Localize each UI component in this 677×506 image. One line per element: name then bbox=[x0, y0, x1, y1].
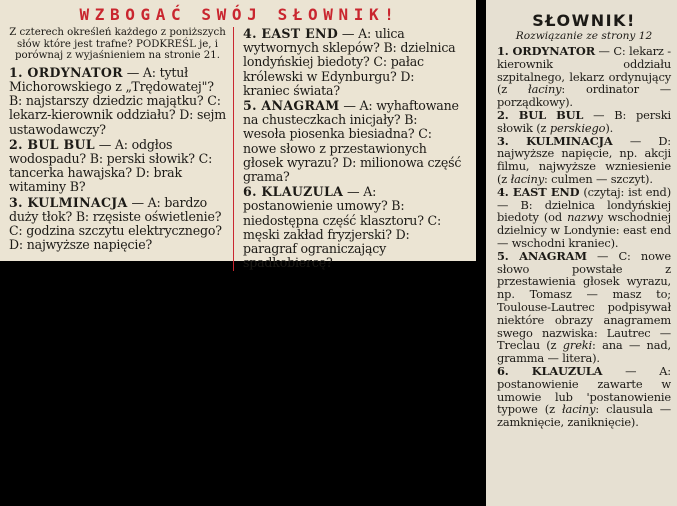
quiz-title: WZBOGAĆ SWÓJ SŁOWNIK! bbox=[79, 5, 400, 24]
question-head: 1. ORDYNATOR bbox=[9, 64, 123, 80]
question-head: 2. BUL BUL bbox=[9, 136, 95, 152]
quiz-right-column bbox=[233, 27, 463, 271]
answer-italic-text: łaciny bbox=[510, 171, 545, 186]
question-head: 5. ANAGRAM bbox=[243, 98, 340, 114]
quiz-columns bbox=[9, 27, 470, 271]
question-head: 6. KLAUZULA bbox=[243, 184, 344, 200]
answer-text: — C: lekarz - kierownik oddziału szpitalnego, lekarz ordynujący (z bbox=[497, 44, 671, 97]
answer-italic-text: perskiego bbox=[549, 120, 606, 135]
answer-item bbox=[497, 250, 671, 365]
answer-head: 3. KULMINACJA bbox=[497, 133, 613, 148]
answer-text: (czytaj: ist end) — B: dzielnica londyńskiej biedoty (od bbox=[497, 184, 671, 225]
answer-item bbox=[497, 365, 671, 429]
answer-text: wschodniej dzielnicy w Londynie: east end — wschodni kraniec). bbox=[497, 210, 672, 250]
question-body: — A: wyhaftowane na chusteczkach inicjały? B: wesoła piosenka biesiadna? C: nowe słowo z przestawionych głosek wyrazu? D: milionowa część grama? bbox=[243, 98, 462, 185]
answer-text: : ana — nad, gramma — litera). bbox=[497, 338, 671, 366]
quiz-intro: Z czterech określeń każdego z poniższych słów które jest trafne? PODKREŚL je, i porównaj z wyjaśnieniem na stronie 21. bbox=[9, 27, 226, 62]
answer-text: : clausula — zamknięcie, zaniknięcie). bbox=[497, 402, 672, 430]
answer-item bbox=[497, 186, 671, 250]
answer-head: 5. ANAGRAM bbox=[497, 248, 587, 263]
quiz-question bbox=[9, 196, 226, 253]
answer-italic-text: nazwy bbox=[567, 210, 603, 225]
quiz-question bbox=[243, 185, 463, 270]
quiz-clipping bbox=[0, 0, 476, 271]
answer-text: — C: nowe słowo powstałe z przestawienia głosek wyrazu, np. Tomasz — masz to; Toulouse-Lautrec podpisywał niektóre obrazy anagramem swego nazwiska: Lautrec — Treclau (z bbox=[497, 248, 671, 353]
question-body: — A: tytuł Michorowskiego z „Trędowatej"? B: najstarszy dziedzic majątku? C: lekarz-kierownik oddziału? D: sejm ustawodawczy? bbox=[9, 64, 226, 137]
answer-italic-text: łaciny bbox=[562, 402, 596, 417]
quiz-question bbox=[9, 66, 226, 137]
quiz-question bbox=[243, 99, 463, 184]
question-body: — A: postanowienie umowy? B: niedostępna część klasztoru? C: męski zakład fryzjerski? D: paragraf ograniczający spadkobiercę? bbox=[243, 184, 442, 271]
answers-subtitle: Rozwiązanie ze strony 12 bbox=[515, 30, 653, 42]
answer-text: — B: perski słowik (z bbox=[497, 107, 671, 135]
question-body: — A: bardzo duży tłok? B: rzęsiste oświetlenie? C: godzina szczytu elektrycznego? D: najwyższe napięcie? bbox=[9, 194, 222, 253]
answers-clipping bbox=[486, 0, 677, 506]
answer-italic-text: greki bbox=[562, 338, 593, 353]
answer-head: 6. KLAUZULA bbox=[497, 363, 603, 378]
answer-italic-text: łaciny bbox=[528, 82, 562, 97]
answer-text: ). bbox=[605, 120, 614, 135]
answer-item bbox=[497, 135, 671, 186]
answer-list bbox=[497, 45, 671, 429]
question-head: 4. EAST END bbox=[243, 26, 339, 41]
answer-item bbox=[497, 45, 671, 109]
answer-head: 1. ORDYNATOR bbox=[497, 44, 596, 58]
question-body: — A: odgłos wodospadu? B: perski słowik? C: tancerka hawajska? D: brak witaminy B? bbox=[9, 136, 213, 195]
answer-head: 2. BUL BUL bbox=[497, 107, 584, 122]
answer-text: — D: najwyższe napięcie, np. akcji filmu, najwyższe wzniesienie (z bbox=[497, 133, 671, 186]
answer-head: 4. EAST END bbox=[497, 184, 580, 199]
answer-item bbox=[497, 109, 671, 135]
question-body: — A: ulica wytwornych sklepów? B: dzielnica londyńskiej biedoty? C: pałac królewski w Edynburgu? D: kraniec świata? bbox=[243, 26, 456, 98]
quiz-left-column bbox=[9, 27, 233, 271]
answer-text: : ordinator — porządkowy). bbox=[497, 82, 671, 110]
question-head: 3. KULMINACJA bbox=[9, 194, 128, 210]
answer-text: — A: postanowienie zawarte w umowie lub 'postanowienie typowe (z bbox=[497, 363, 671, 417]
answer-text: : culmen — szczyt). bbox=[544, 171, 653, 186]
answers-title: SŁOWNIK! bbox=[532, 11, 636, 30]
quiz-question bbox=[9, 138, 226, 195]
quiz-question bbox=[243, 27, 463, 98]
